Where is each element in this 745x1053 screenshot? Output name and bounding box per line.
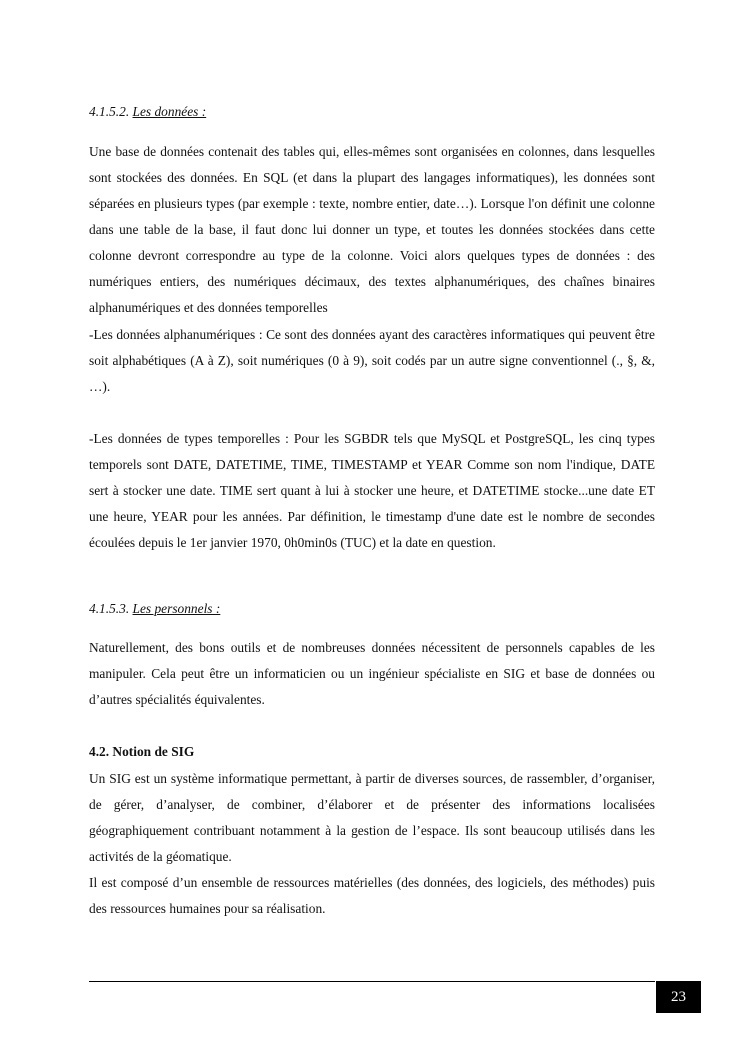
- document-body: [89, 86, 655, 922]
- paragraph-sig-composition: Il est composé d’un ensemble de ressources matérielles (des données, des logiciels, des méthodes) puis des ressources humaines pour sa réalisation.: [89, 874, 655, 916]
- subsection-heading-4153: [89, 596, 655, 622]
- subsection-number: 4.1.5.3.: [89, 600, 130, 616]
- subsection-title: Les données :: [132, 104, 207, 120]
- paragraph-sig-definition: Un SIG est un système informatique permettant, à partir de diverses sources, de rassembler, d’organiser, de gérer, d’analyser, de combiner, d’élaborer et de présenter des informations localisées géographiquement contribuant notamment à la gestion de l’espace. Ils sont beaucoup utilisés dans les activités de la géomatique.: [89, 770, 655, 864]
- subsection-number: 4.1.5.2.: [89, 104, 130, 120]
- spacer: [89, 713, 655, 739]
- subsection-heading-4152: [89, 99, 655, 125]
- footer-rule: [89, 981, 655, 982]
- spacer: [89, 556, 655, 582]
- page-number: 23: [656, 981, 701, 1013]
- paragraph-temporal: -Les données de types temporelles : Pour les SGBDR tels que MySQL et PostgreSQL, les cinq types temporels sont DATE, DATETIME, TIME, TIMESTAMP et YEAR Comme son nom l'indique, DATE sert à stocker une date. TIME sert quant à lui à stocker une heure, et DATETIME stocke...une date ET une heure, YEAR pour les années. Par définition, le timestamp d'une date est le nombre de secondes écoulées depuis le 1er janvier 1970, 0h0min0s (TUC) et la date en question.: [89, 430, 655, 551]
- subsection-title: Les personnels :: [132, 600, 221, 616]
- spacer: [89, 400, 655, 426]
- section-heading-42: 4.2. Notion de SIG: [89, 744, 195, 760]
- paragraph-personnel: Naturellement, des bons outils et de nombreuses données nécessitent de personnels capables de les manipuler. Cela peut être un informaticien ou un ingénieur spécialiste en SIG et base de données ou d’autres spécialités équivalentes.: [89, 640, 655, 708]
- paragraph-alphanumeric: -Les données alphanumériques : Ce sont des données ayant des caractères informatiques qui peuvent être soit alphabétiques (A à Z), soit numériques (0 à 9), soit codés par un autre signe conventionnel (., §, &, …).: [89, 326, 655, 394]
- paragraph-data-types: Une base de données contenait des tables qui, elles-mêmes sont organisées en colonnes, dans lesquelles sont stockées des données. En SQL (et dans la plupart des langages informatiques), les données sont séparées en plusieurs types (par exemple : texte, nombre entier, date…). Lorsque l'on définit une colonne dans une table de la base, il faut donc lui donner un type, et toutes les données stockées dans cette colonne devront correspondre au type de la colonne. Voici alors quelques types de données : des numériques entiers, des numériques décimaux, des textes alphanumériques, des chaînes binaires alphanumériques et des données temporelles: [89, 143, 655, 316]
